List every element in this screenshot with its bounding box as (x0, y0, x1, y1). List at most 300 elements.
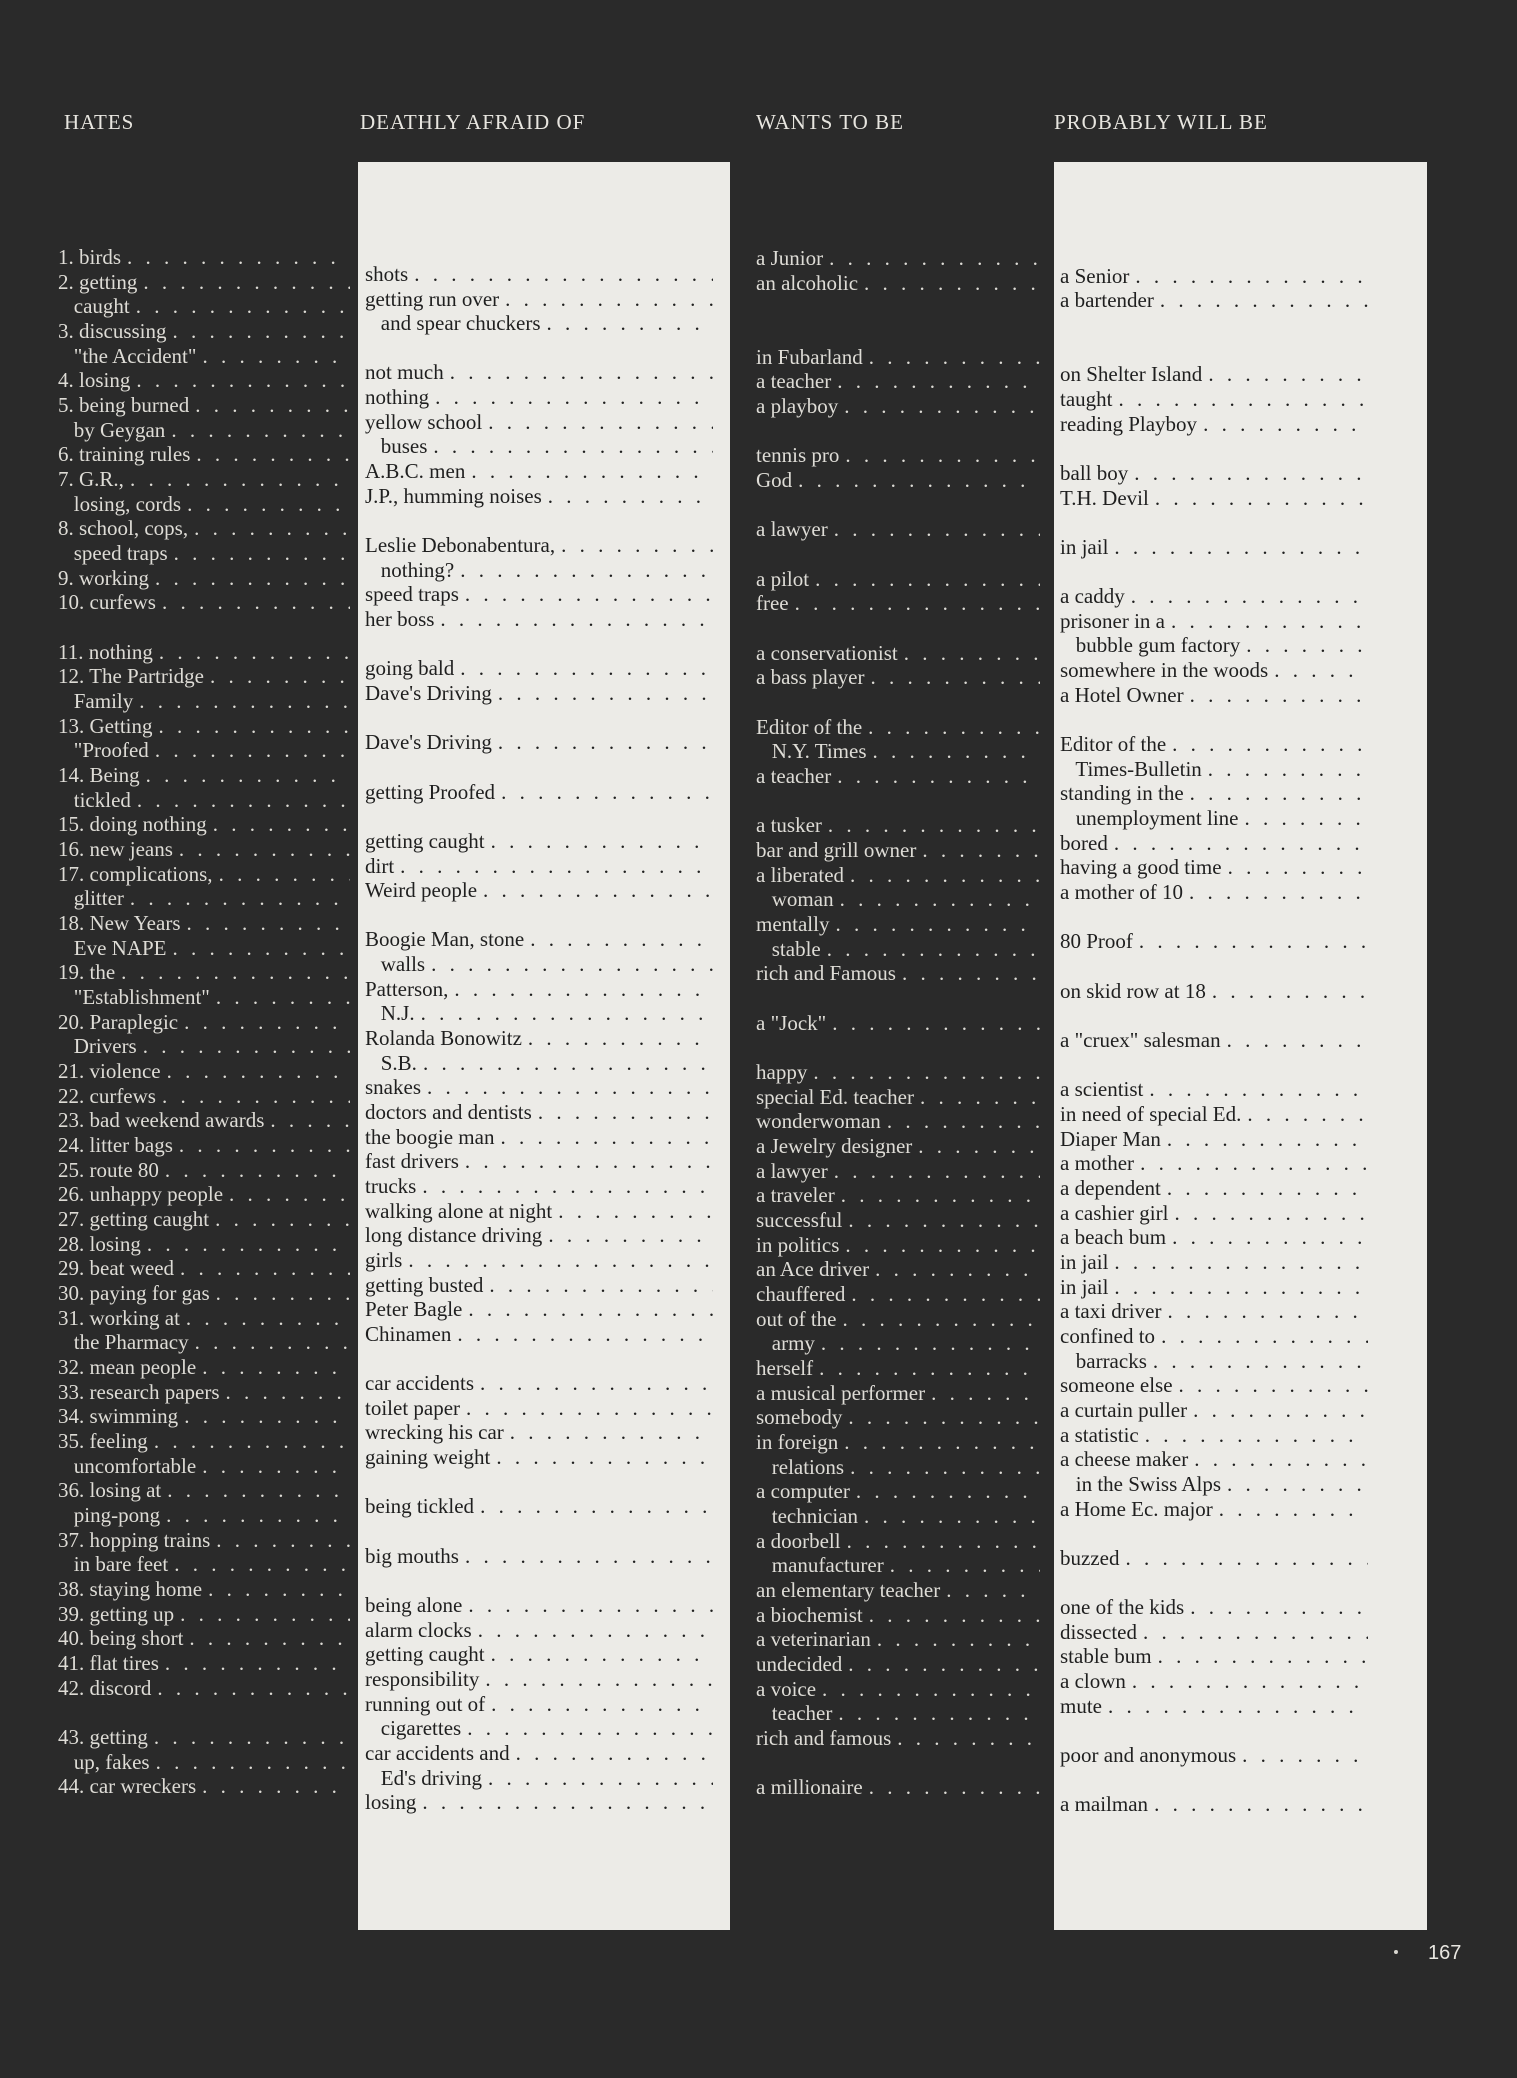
hates-entry-text: 4. losing (58, 368, 131, 392)
page-number: 167 (1428, 1942, 1462, 1964)
dot-leader (154, 1725, 350, 1749)
dot-leader (850, 863, 1040, 887)
afraid-entry-text: N.J. (365, 1001, 415, 1025)
dot-leader (202, 1774, 350, 1798)
header-probably-will-be: PROBABLY WILL BE (1054, 110, 1268, 134)
afraid-entry-text: buses (365, 434, 428, 458)
dot-leader (480, 1494, 713, 1518)
probably-entry-text: a scientist (1060, 1077, 1144, 1101)
afraid-entry-text: trucks (365, 1174, 417, 1198)
probably-entry-text: on Shelter Island (1060, 362, 1203, 386)
dot-leader (821, 1331, 1040, 1355)
wants-entry (756, 1282, 1044, 1306)
afraid-entry-text: Weird people (365, 878, 478, 902)
hates-entry (58, 985, 354, 1009)
dot-leader (890, 1553, 1040, 1577)
dot-leader (457, 1322, 713, 1346)
dot-leader (946, 1578, 1040, 1602)
afraid-entry (365, 1741, 717, 1765)
hates-entry-text: 2. getting (58, 270, 138, 294)
wants-entry (756, 1381, 1044, 1405)
afraid-entry-text: her boss (365, 607, 435, 631)
probably-entry (1060, 1225, 1372, 1249)
wants-entry (756, 1775, 1044, 1799)
hates-entry-text: the Pharmacy (58, 1330, 189, 1354)
dot-leader (1208, 362, 1368, 386)
wants-entry-text: an elementary teacher (756, 1578, 941, 1602)
wants-entry-text: a pilot (756, 567, 810, 591)
dot-leader (1189, 880, 1368, 904)
dot-leader (845, 443, 1040, 467)
wants-entry (756, 1356, 1044, 1380)
dot-leader (1174, 1201, 1368, 1225)
afraid-entry-text: losing (365, 1790, 417, 1814)
header-deathly-afraid-of: DEATHLY AFRAID OF (360, 110, 586, 134)
afraid-entry-text: nothing? (365, 558, 455, 582)
hates-entry-text: ping-pong (58, 1503, 161, 1527)
wants-entry-text: undecided (756, 1652, 843, 1676)
probably-entry (1060, 1546, 1372, 1570)
hates-entry (58, 1528, 354, 1552)
dot-leader (1131, 584, 1368, 608)
dot-leader (460, 656, 713, 680)
dot-leader (1190, 781, 1368, 805)
dot-leader (1119, 387, 1369, 411)
probably-entry (1060, 1275, 1372, 1299)
wants-entry (756, 1652, 1044, 1676)
wants-entry (756, 887, 1044, 911)
wants-entry (756, 1331, 1044, 1355)
afraid-entry (365, 1766, 717, 1790)
probably-entry (1060, 757, 1372, 781)
afraid-entry-text: Peter Bagle (365, 1297, 463, 1321)
wants-entry (756, 1011, 1044, 1035)
afraid-entry (365, 878, 717, 902)
hates-entry (58, 1380, 354, 1404)
dot-leader (465, 1544, 713, 1568)
afraid-entry-text: Leslie Debonabentura, (365, 533, 556, 557)
dot-leader (155, 566, 350, 590)
wants-entry (756, 838, 1044, 862)
wants-entry (756, 641, 1044, 665)
dot-leader (547, 311, 713, 335)
hates-entry-text: losing, cords (58, 492, 182, 516)
afraid-entry-text: Boogie Man, stone (365, 927, 525, 951)
dot-leader (922, 838, 1040, 862)
probably-entry (1060, 1102, 1372, 1126)
wants-entry-text: a doorbell (756, 1529, 841, 1553)
dot-leader (165, 1158, 350, 1182)
wants-entry-text: somebody (756, 1405, 843, 1429)
afraid-entry (365, 1100, 717, 1124)
dot-leader (837, 369, 1040, 393)
wants-entry (756, 863, 1044, 887)
dot-leader (400, 854, 713, 878)
wants-entry-text: a teacher (756, 764, 832, 788)
dot-leader (530, 927, 713, 951)
wants-entry (756, 345, 1044, 369)
dot-leader (121, 960, 350, 984)
dot-leader (270, 1108, 350, 1132)
wants-entry (756, 246, 1044, 270)
probably-entry-text: a Home Ec. major (1060, 1497, 1213, 1521)
hates-entry-text: 25. route 80 (58, 1158, 159, 1182)
wants-entry-text: Editor of the (756, 715, 863, 739)
wants-entry (756, 394, 1044, 418)
probably-entry (1060, 1447, 1372, 1471)
dot-leader (435, 385, 713, 409)
dot-leader (819, 1356, 1040, 1380)
hates-entry-text: 37. hopping trains (58, 1528, 211, 1552)
dot-leader (1244, 806, 1368, 830)
wants-entry (756, 468, 1044, 492)
dot-leader (828, 813, 1040, 837)
dot-leader (229, 1182, 350, 1206)
header-hates: HATES (64, 110, 135, 134)
dot-leader (844, 394, 1040, 418)
dot-leader (1145, 1423, 1368, 1447)
probably-entry (1060, 633, 1372, 657)
afraid-entry (365, 927, 717, 951)
afraid-entry (365, 1420, 717, 1444)
probably-entry-text: in jail (1060, 1250, 1109, 1274)
afraid-entry (365, 1593, 717, 1617)
dot-leader (423, 1051, 713, 1075)
hates-entry (58, 1158, 354, 1182)
wants-entry-text: rich and famous (756, 1726, 892, 1750)
hates-entry (58, 1602, 354, 1626)
dot-leader (174, 541, 350, 565)
dot-leader (829, 246, 1040, 270)
probably-entry-text: a cheese maker (1060, 1447, 1189, 1471)
dot-leader (1228, 855, 1368, 879)
dot-leader (834, 517, 1040, 541)
afraid-entry-text: car accidents and (365, 1741, 510, 1765)
dot-leader (1167, 1176, 1368, 1200)
dot-leader (195, 1330, 350, 1354)
afraid-entry (365, 1692, 717, 1716)
dot-leader (433, 434, 713, 458)
dot-leader (1219, 1497, 1368, 1521)
afraid-entry (365, 410, 717, 434)
hates-entry (58, 664, 354, 688)
wants-entry (756, 271, 1044, 295)
dot-leader (904, 641, 1040, 665)
probably-entry-text: buzzed (1060, 1546, 1120, 1570)
dot-leader (1190, 683, 1368, 707)
hates-entry (58, 1108, 354, 1132)
dot-leader (1161, 1324, 1368, 1348)
hates-entry (58, 640, 354, 664)
dot-leader (840, 887, 1040, 911)
dot-leader (489, 1273, 713, 1297)
dot-leader (187, 911, 351, 935)
dot-leader (835, 912, 1040, 936)
hates-entry (58, 1355, 354, 1379)
probably-entry-text: a "cruex" salesman (1060, 1028, 1221, 1052)
afraid-entry (365, 287, 717, 311)
hates-entry-text: by Geygan (58, 418, 166, 442)
afraid-entry-text: not much (365, 360, 444, 384)
dot-leader (194, 516, 350, 540)
dot-leader (1246, 633, 1368, 657)
wants-entry (756, 937, 1044, 961)
probably-entry-text: a bartender (1060, 288, 1154, 312)
afraid-entry-text: big mouths (365, 1544, 459, 1568)
hates-entry-text: "the Accident" (58, 344, 197, 368)
dot-leader (414, 262, 713, 286)
hates-entry (58, 270, 354, 294)
hates-entry-text: 15. doing nothing (58, 812, 207, 836)
wants-entry-text: a tusker (756, 813, 822, 837)
wants-entry-text: a bass player (756, 665, 865, 689)
probably-entry (1060, 1743, 1372, 1767)
dot-leader (422, 1790, 713, 1814)
dot-leader (1242, 1743, 1368, 1767)
afraid-entry-text: being tickled (365, 1494, 475, 1518)
wants-entry-text: stable (756, 937, 821, 961)
hates-entry-text: Drivers (58, 1034, 137, 1058)
wants-entry (756, 517, 1044, 541)
wants-entry-text: in Fubarland (756, 345, 863, 369)
wants-entry-text: a teacher (756, 369, 832, 393)
afraid-entry-text: going bald (365, 656, 455, 680)
dot-leader (431, 952, 713, 976)
dot-leader (1171, 609, 1368, 633)
afraid-entry (365, 1149, 717, 1173)
dot-leader (478, 1618, 713, 1642)
dot-leader (844, 1430, 1040, 1454)
afraid-entry (365, 1790, 717, 1814)
afraid-entry (365, 854, 717, 878)
hates-entry (58, 442, 354, 466)
afraid-entry (365, 1075, 717, 1099)
hates-entry (58, 738, 354, 762)
hates-entry (58, 1552, 354, 1576)
wants-entry (756, 1627, 1044, 1651)
dot-leader (510, 1420, 713, 1444)
hates-entry (58, 1676, 354, 1700)
probably-entry-text: bored (1060, 831, 1108, 855)
afraid-entry-text: running out of (365, 1692, 486, 1716)
probably-entry (1060, 264, 1372, 288)
dot-leader (868, 715, 1040, 739)
hates-entry-text: 38. staying home (58, 1577, 203, 1601)
afraid-entry-text: the boogie man (365, 1125, 495, 1149)
probably-entry-text: a curtain puller (1060, 1398, 1188, 1422)
dot-leader (202, 344, 350, 368)
wants-entry (756, 764, 1044, 788)
dot-leader (491, 1692, 713, 1716)
probably-entry (1060, 1595, 1372, 1619)
probably-entry (1060, 732, 1372, 756)
dot-leader (179, 837, 350, 861)
wants-entry-text: free (756, 591, 789, 615)
dot-leader (516, 1741, 713, 1765)
afraid-entry (365, 1494, 717, 1518)
probably-entry-text: a Senior (1060, 264, 1130, 288)
hates-entry (58, 862, 354, 886)
probably-entry (1060, 1151, 1372, 1175)
dot-leader (189, 1626, 350, 1650)
dot-leader (841, 1183, 1040, 1207)
dot-leader (216, 1281, 350, 1305)
hates-entry (58, 1034, 354, 1058)
hates-entry-text: 6. training rules (58, 442, 191, 466)
hates-entry (58, 763, 354, 787)
afraid-entry-text: Rolanda Bonowitz (365, 1026, 522, 1050)
dot-leader (869, 1603, 1040, 1627)
hates-entry-text: 22. curfews (58, 1084, 156, 1108)
probably-entry-text: unemployment line (1060, 806, 1239, 830)
hates-entry-text: 12. The Partridge (58, 664, 204, 688)
wants-entry-text: a conservationist (756, 641, 898, 665)
probably-entry (1060, 584, 1372, 608)
afraid-entry-text: Dave's Driving (365, 730, 492, 754)
afraid-entry (365, 681, 717, 705)
wants-entry (756, 1504, 1044, 1528)
dot-leader (465, 1149, 713, 1173)
hates-entry (58, 1404, 354, 1428)
probably-entry-text: confined to (1060, 1324, 1156, 1348)
dot-leader (166, 1503, 350, 1527)
dot-leader (827, 937, 1040, 961)
hates-entry (58, 911, 354, 935)
probably-entry (1060, 1299, 1372, 1323)
dot-leader (167, 1059, 350, 1083)
dot-leader (850, 1455, 1040, 1479)
afraid-entry (365, 533, 717, 557)
dot-leader (1140, 1151, 1368, 1175)
dot-leader (179, 1133, 350, 1157)
dot-leader (847, 1529, 1040, 1553)
probably-entry (1060, 1250, 1372, 1274)
dot-leader (1153, 1349, 1368, 1373)
dot-leader (480, 1371, 713, 1395)
probably-entry-text: someone else (1060, 1373, 1173, 1397)
hates-entry (58, 1429, 354, 1453)
dot-leader (196, 442, 350, 466)
probably-entry-text: in jail (1060, 1275, 1109, 1299)
probably-entry-text: in need of special Ed. (1060, 1102, 1242, 1126)
dot-leader (1208, 757, 1368, 781)
probably-entry-text: reading Playboy (1060, 412, 1198, 436)
dot-leader (1167, 1127, 1368, 1151)
afraid-entry-text: gaining weight (365, 1445, 491, 1469)
afraid-entry (365, 952, 717, 976)
probably-entry-text: taught (1060, 387, 1113, 411)
probably-entry (1060, 461, 1372, 485)
dot-leader (216, 985, 350, 1009)
probably-entry-text: a clown (1060, 1669, 1126, 1693)
dot-leader (813, 1060, 1040, 1084)
wants-entry-text: a voice (756, 1677, 817, 1701)
hates-entry (58, 344, 354, 368)
dot-leader (1212, 979, 1368, 1003)
wants-entry (756, 1134, 1044, 1158)
hates-entry-text: Family (58, 689, 134, 713)
hates-entry-text: 29. beat weed (58, 1256, 175, 1280)
probably-entry (1060, 1620, 1372, 1644)
afraid-entry (365, 1642, 717, 1666)
hates-entry (58, 516, 354, 540)
dot-leader (875, 1257, 1040, 1281)
afraid-entry-text: getting Proofed (365, 780, 496, 804)
dot-leader (180, 1602, 350, 1626)
wants-entry (756, 1479, 1044, 1503)
dot-leader (548, 484, 713, 508)
hates-entry (58, 837, 354, 861)
hates-entry-text: 3. discussing (58, 319, 167, 343)
dot-leader (485, 1667, 713, 1691)
hates-entry (58, 1478, 354, 1502)
wants-entry (756, 1430, 1044, 1454)
dot-leader (173, 319, 350, 343)
hates-entry-text: "Establishment" (58, 985, 210, 1009)
wants-entry (756, 813, 1044, 837)
hates-entry (58, 1306, 354, 1330)
hates-column (58, 0, 354, 2078)
wants-entry (756, 1109, 1044, 1133)
dot-leader (848, 1405, 1040, 1429)
probably-entry-text: dissected (1060, 1620, 1137, 1644)
probably-entry-text: on skid row at 18 (1060, 979, 1206, 1003)
wants-entry (756, 1183, 1044, 1207)
probably-entry (1060, 1644, 1372, 1668)
dot-leader (851, 1282, 1040, 1306)
wants-entry-text: a Junior (756, 246, 824, 270)
probably-entry-text: a mailman (1060, 1792, 1149, 1816)
wants-entry-text: a computer (756, 1479, 850, 1503)
afraid-entry-text: walls (365, 952, 426, 976)
dot-leader (216, 1528, 350, 1552)
probably-entry (1060, 1324, 1372, 1348)
wants-entry-text: out of the (756, 1307, 837, 1331)
hates-entry-text: 18. New Years (58, 911, 181, 935)
hates-entry-text: 43. getting (58, 1725, 148, 1749)
afraid-entry (365, 484, 717, 508)
afraid-entry-text: Patterson, (365, 977, 449, 1001)
dot-leader (870, 665, 1040, 689)
dot-leader (1194, 1447, 1368, 1471)
probably-entry-text: barracks (1060, 1349, 1147, 1373)
afraid-entry (365, 360, 717, 384)
dot-leader (1179, 1373, 1368, 1397)
hates-entry (58, 1626, 354, 1650)
dot-leader (219, 862, 350, 886)
afraid-entry-text: getting run over (365, 287, 500, 311)
wants-entry-text: relations (756, 1455, 845, 1479)
probably-entry-text: 80 Proof (1060, 929, 1133, 953)
dot-leader (795, 591, 1040, 615)
dot-leader (1114, 831, 1368, 855)
wants-entry-text: a veterinarian (756, 1627, 871, 1651)
hates-entry (58, 1010, 354, 1034)
afraid-entry-text: long distance driving (365, 1223, 543, 1247)
hates-entry-text: 44. car wreckers (58, 1774, 197, 1798)
hates-entry-text: 28. losing (58, 1232, 141, 1256)
dot-leader (467, 1716, 713, 1740)
afraid-entry (365, 1248, 717, 1272)
probably-entry (1060, 806, 1372, 830)
dot-leader (427, 1075, 713, 1099)
afraid-entry (365, 311, 717, 335)
afraid-entry (365, 1001, 717, 1025)
wants-entry (756, 1701, 1044, 1725)
probably-entry (1060, 1423, 1372, 1447)
probably-entry-text: somewhere in the woods (1060, 658, 1269, 682)
wants-entry-text: bar and grill owner (756, 838, 917, 862)
